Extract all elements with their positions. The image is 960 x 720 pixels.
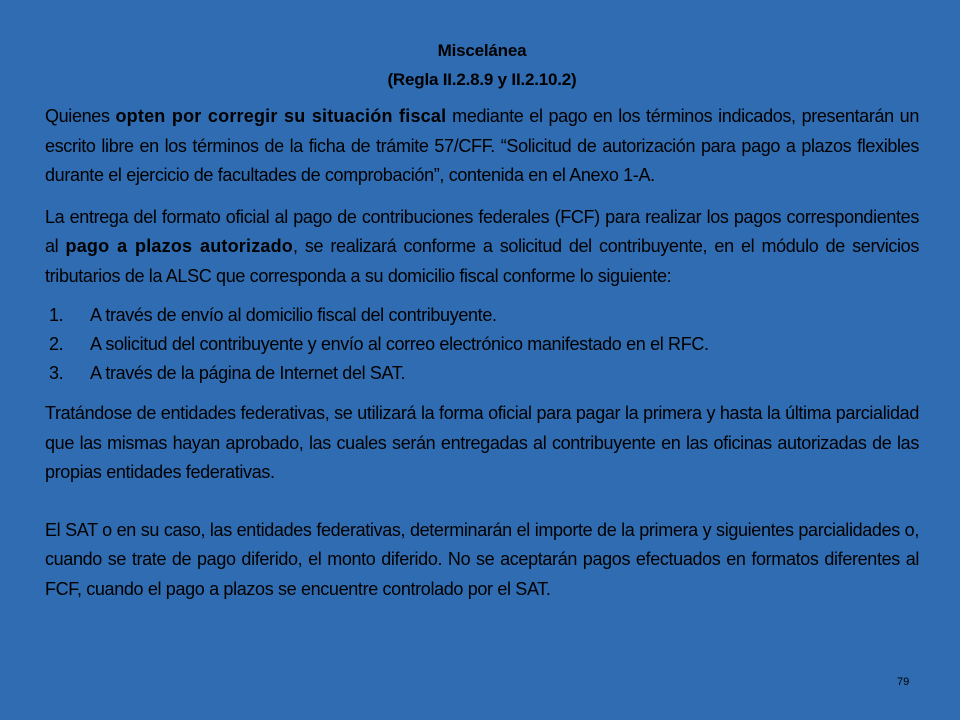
title-line-2: (Regla II.2.8.9 y II.2.10.2)	[387, 70, 577, 89]
paragraph-1-end: mediante el pago en los términos indicados, presentarán un escrito libre en los términos de la ficha de trámite 57/CFF. “Solicitud de autorización para pago a plazos flexibles durante el ejercicio de facultades de comprobación”, contenida en el Anexo 1-A.	[45, 106, 920, 185]
list-item-text: A través de envío al domicilio fiscal del contribuyente.	[90, 305, 497, 325]
list-item-text: A través de la página de Internet del SAT.	[90, 363, 406, 383]
delivery-options-list	[45, 301, 919, 388]
paragraph-1-start: Quienes	[45, 106, 116, 126]
title-line-1: Miscelánea	[437, 41, 527, 60]
list-item-number: 2.	[49, 334, 64, 354]
paragraph-4: El SAT o en su caso, las entidades federativas, determinarán el importe de la primera y siguientes parcialidades o, cuando se trate de pago diferido, el monto diferido. No se aceptarán pagos efectuados en formatos diferentes al FCF, cuando el pago a plazos se encuentre controlado por el SAT.	[45, 519, 919, 599]
list-item-number: 1.	[49, 305, 64, 325]
list-item-number: 3.	[49, 363, 64, 383]
list-item	[45, 330, 919, 359]
paragraph-2-emphasis: pago a plazos autorizado	[65, 236, 294, 256]
paragraph-2-end: , se realizará conforme a solicitud del contribuyente, en el módulo de servicios tributarios de la ALSC que corresponda a su domicilio fiscal conforme lo siguiente:	[45, 236, 919, 286]
list-item	[45, 359, 919, 388]
slide-title	[45, 36, 919, 94]
paragraph-2-start: La entrega del formato oficial al pago de contribuciones federales (FCF) para realizar los pagos correspondientes al	[45, 206, 919, 256]
list-item-text: A solicitud del contribuyente y envío al correo electrónico manifestado en el RFC.	[90, 334, 709, 354]
paragraph-1-emphasis: opten por corregir su situación fiscal	[115, 106, 447, 126]
paragraph-1	[45, 102, 919, 191]
paragraph-2	[45, 203, 919, 292]
slide-content	[45, 36, 919, 604]
page-number: 79	[897, 676, 910, 688]
paragraph-3: Tratándose de entidades federativas, se utilizará la forma oficial para pagar la primera y hasta la última parcialidad que las mismas hayan aprobado, las cuales serán entregadas al contribuyente en las oficinas autorizadas de las propias entidades federativas.	[45, 403, 919, 482]
list-item	[45, 301, 919, 330]
